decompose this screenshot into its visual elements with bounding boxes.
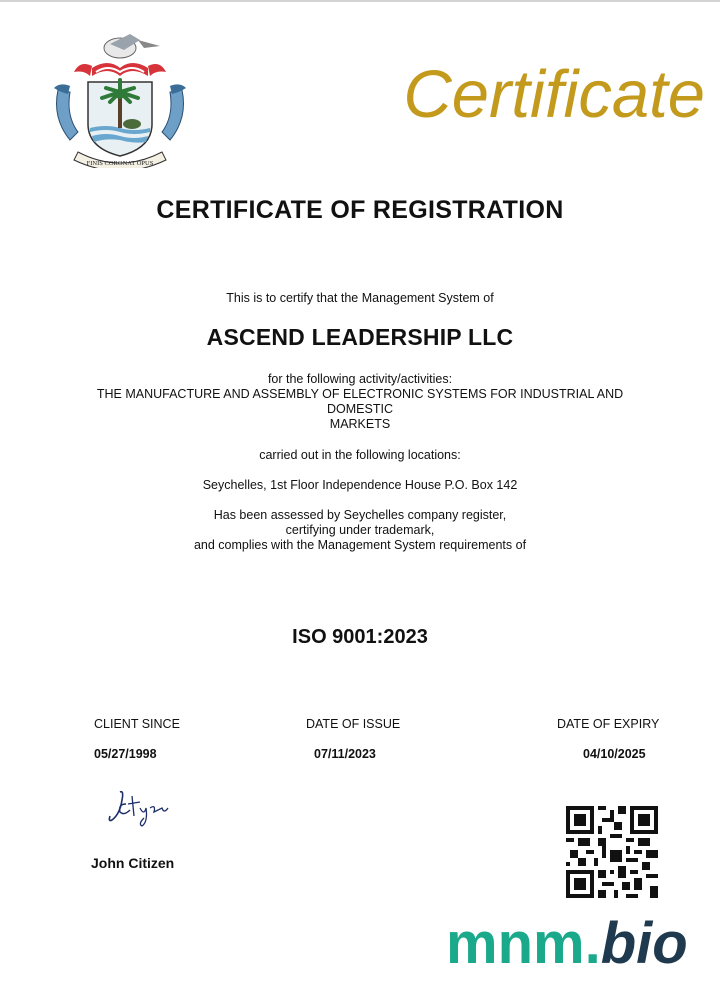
date-of-expiry-label: DATE OF EXPIRY xyxy=(557,717,660,731)
location-address: Seychelles, 1st Floor Independence House P.O. Box 142 xyxy=(202,478,518,492)
certificate-heading: CERTIFICATE OF REGISTRATION xyxy=(156,196,564,224)
date-of-issue-value: 07/11/2023 xyxy=(314,747,376,761)
qr-code-icon xyxy=(566,806,658,898)
client-since-value: 05/27/1998 xyxy=(94,747,157,761)
assessment-line-2: certifying under trademark, xyxy=(285,523,435,537)
signer-name: John Citizen xyxy=(91,855,175,871)
activity-line-3: MARKETS xyxy=(329,417,391,431)
certificate-wordmark: Certificate xyxy=(403,57,705,132)
signature-icon xyxy=(104,786,172,828)
coat-of-arms-icon xyxy=(48,28,192,168)
top-border xyxy=(0,0,720,2)
watermark-logo xyxy=(446,910,688,977)
watermark-tld: bio xyxy=(600,911,688,976)
date-of-issue-label: DATE OF ISSUE xyxy=(306,717,401,731)
date-of-expiry-value: 04/10/2025 xyxy=(583,747,646,761)
locations-lead: carried out in the following locations: xyxy=(259,448,461,462)
assessment-line-3: and complies with the Management System requirements of xyxy=(193,538,527,552)
activity-lead: for the following activity/activities: xyxy=(267,372,453,386)
client-since-label: CLIENT SINCE xyxy=(94,717,180,731)
assessment-line-1: Has been assessed by Seychelles company register, xyxy=(213,508,507,522)
watermark-main: mnm xyxy=(446,911,585,976)
activity-line-1: THE MANUFACTURE AND ASSEMBLY OF ELECTRONIC SYSTEMS FOR INDUSTRIAL AND xyxy=(96,387,624,401)
activity-line-2: DOMESTIC xyxy=(327,402,393,416)
watermark-dot: . xyxy=(584,911,601,976)
motto-text: FINIS CORONAT OPUS xyxy=(86,160,154,167)
iso-standard: ISO 9001:2023 xyxy=(292,626,428,648)
company-name: ASCEND LEADERSHIP LLC xyxy=(206,324,514,350)
intro-text: This is to certify that the Management System of xyxy=(226,291,494,305)
